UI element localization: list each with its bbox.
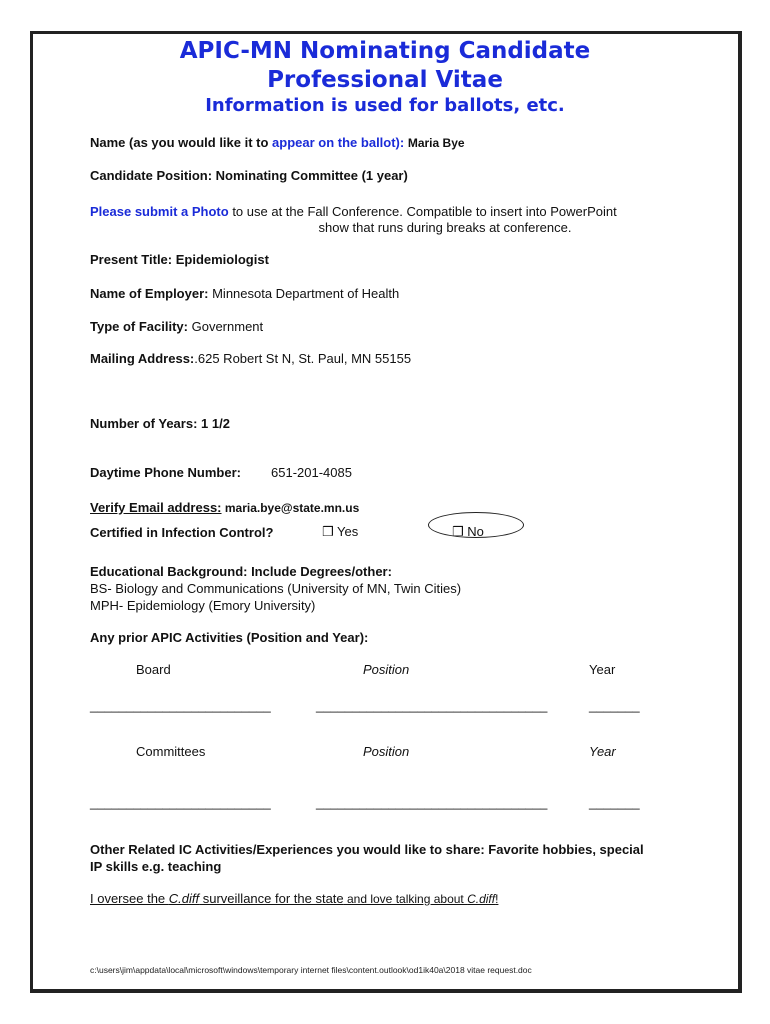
phone-value: 651-201-4085 — [271, 465, 352, 480]
certified-label: Certified in Infection Control? — [90, 525, 274, 540]
photo-text-line1: to use at the Fall Conference. Compatible to insert into PowerPoint — [228, 204, 617, 219]
photo-instruction — [90, 203, 617, 221]
answer-cdiff-2: C.diff — [467, 892, 496, 906]
education-heading: Educational Background: Include Degrees/other: — [90, 564, 392, 579]
present-title: Present Title: Epidemiologist — [90, 252, 269, 267]
phone-label: Daytime Phone Number: — [90, 465, 241, 480]
board-year-blank[interactable]: _______ — [589, 698, 640, 713]
answer-part4: and love talking about — [343, 892, 468, 906]
committee-blank[interactable]: _________________________ — [90, 795, 271, 810]
facility-label: Type of Facility: — [90, 319, 188, 334]
facility-value: Government — [188, 319, 264, 334]
photo-link[interactable]: Please submit a Photo — [90, 204, 229, 219]
activities-row2-col2: Position — [363, 744, 410, 759]
activities-row1-col2: Position — [363, 662, 410, 677]
name-label-blue: appear on the ballot): — [268, 135, 408, 150]
hand-drawn-circle-around-no — [428, 512, 524, 538]
form-title-line1: APIC-MN Nominating Candidate — [179, 38, 591, 64]
education-line1: BS- Biology and Communications (University of MN, Twin Cities) — [90, 581, 462, 596]
other-answer — [90, 891, 498, 906]
answer-part3: surveillance for the state — [199, 891, 344, 906]
name-field — [90, 134, 465, 152]
mailing-field — [90, 350, 411, 368]
mailing-label: Mailing Address: — [90, 351, 195, 366]
activities-row1-col3: Year — [589, 662, 616, 677]
activities-heading: Any prior APIC Activities (Position and Year): — [90, 630, 369, 645]
answer-part6: ! — [495, 892, 499, 906]
form-title-line2: Professional Vitae — [267, 67, 503, 93]
candidate-position: Candidate Position: Nominating Committee (1 year) — [90, 168, 408, 183]
years-field: Number of Years: 1 1/2 — [90, 416, 230, 431]
no-checkbox-icon[interactable]: ❒ — [452, 525, 464, 540]
certified-yes-option[interactable] — [322, 524, 358, 540]
employer-value: Minnesota Department of Health — [208, 286, 400, 301]
photo-text-line2: show that runs during breaks at conference. — [318, 220, 572, 235]
activities-row2-col1: Committees — [136, 744, 206, 759]
form-subtitle: Information is used for ballots, etc. — [205, 95, 565, 116]
name-label-mid: as you would like it to — [133, 135, 269, 150]
no-label: No — [463, 524, 484, 539]
email-value: maria.bye@state.mn.us — [221, 501, 360, 515]
mailing-value: .625 Robert St N, St. Paul, MN 55155 — [194, 351, 412, 366]
education-line2: MPH- Epidemiology (Emory University) — [90, 598, 316, 613]
other-heading-line1: Other Related IC Activities/Experiences you would like to share: Favorite hobbies, special — [90, 842, 644, 857]
answer-part1: I oversee the — [90, 891, 169, 906]
email-label: Verify Email address: — [90, 500, 222, 515]
yes-label: Yes — [333, 524, 359, 539]
board-blank[interactable]: _________________________ — [90, 698, 271, 713]
employer-label: Name of Employer: — [90, 286, 209, 301]
name-label-prefix: Name ( — [90, 135, 134, 150]
email-field — [90, 499, 359, 517]
committee-position-blank[interactable]: ________________________________ — [316, 795, 548, 810]
answer-cdiff-1: C.diff — [168, 891, 200, 906]
facility-field — [90, 318, 263, 336]
activities-row2-col3: Year — [589, 744, 616, 759]
yes-checkbox-icon[interactable]: ❒ — [322, 525, 334, 540]
employer-field — [90, 285, 399, 303]
board-position-blank[interactable]: ________________________________ — [316, 698, 548, 713]
committee-year-blank[interactable]: _______ — [589, 795, 640, 810]
name-value: Maria Bye — [407, 136, 465, 150]
file-path-footer: c:\users\jim\appdata\local\microsoft\windows\temporary internet files\content.outlook\od1ik40a\2018 vitae request.doc — [90, 965, 532, 975]
activities-row1-col1: Board — [136, 662, 171, 677]
other-heading-line2: IP skills e.g. teaching — [90, 859, 222, 874]
